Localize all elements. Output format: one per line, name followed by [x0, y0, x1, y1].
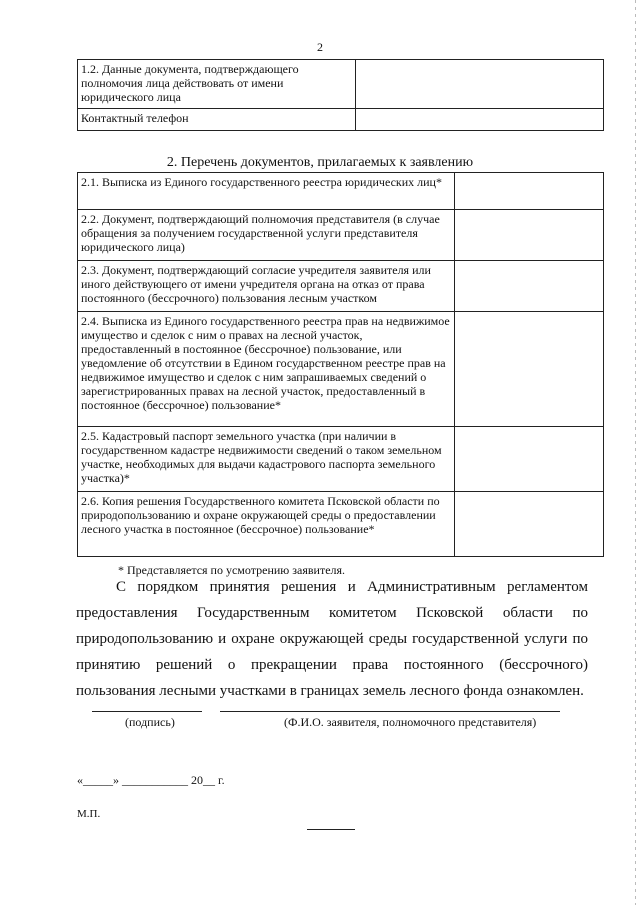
row-label: 2.1. Выписка из Единого государственного реестра юридических лиц*: [78, 173, 455, 210]
page-number: 2: [317, 40, 323, 54]
documents-table: [77, 172, 604, 557]
table-row: [78, 173, 604, 210]
table-row: [78, 312, 604, 427]
row-value-field[interactable]: [455, 492, 604, 557]
row-value-field[interactable]: [455, 312, 604, 427]
acknowledgement-statement: С порядком принятия решения и Административным регламентом предоставления Государственным комитетом Псковской области по природопользованию и охране окружающей среды государственной услуги по принятию решений о прекращении права постоянного (бессрочного) пользования лесными участками в границах земель лесного фонда ознакомлен.: [76, 579, 588, 699]
row-label: 2.5. Кадастровый паспорт земельного участка (при наличии в государственном кадастре недвижимости сведений о таком земельном участке, необходимых для выдачи кадастрового паспорта земельного участка)*: [78, 427, 455, 492]
row-label: 2.6. Копия решения Государственного комитета Псковской области по природопользованию и охране окружающей среды о предоставлении лесного участка в постоянное (бессрочное) пользование*: [78, 492, 455, 557]
signature-caption: (подпись): [125, 715, 175, 729]
row-label: Контактный телефон: [78, 109, 356, 131]
row-value-field[interactable]: [356, 60, 604, 109]
applicant-table: [77, 59, 604, 131]
table-row: [78, 109, 604, 131]
end-line: [307, 829, 355, 830]
name-line[interactable]: [220, 711, 560, 712]
row-value-field[interactable]: [455, 261, 604, 312]
table-row: [78, 261, 604, 312]
row-label: 2.2. Документ, подтверждающий полномочия представителя (в случае обращения за получением государственной услуги представителя юридического лица): [78, 210, 455, 261]
table-row: [78, 427, 604, 492]
row-label: 2.4. Выписка из Единого государственного реестра прав на недвижимое имущество и сделок с ним о правах на лесной участок, предоставленный в постоянное (бессрочное) пользование, или уведомление об отсутствии в Едином государственном реестре прав на недвижимое имущество и сделок с ним запрашиваемых сведений о зарегистрированных правах на лесной участок, предоставленный в постоянное (бессрочное) пользование*: [78, 312, 455, 427]
row-value-field[interactable]: [455, 210, 604, 261]
row-label: 2.3. Документ, подтверждающий согласие учредителя заявителя или иного действующего от имени учредителя органа на отказ от права постоянного (бессрочного) пользования лесным участком: [78, 261, 455, 312]
table-row: [78, 210, 604, 261]
footnote: * Представляется по усмотрению заявителя.: [118, 563, 346, 577]
stamp-label: М.П.: [77, 808, 101, 820]
table-row: [78, 60, 604, 109]
row-value-field[interactable]: [356, 109, 604, 131]
row-value-field[interactable]: [455, 427, 604, 492]
table-row: [78, 492, 604, 557]
row-value-field[interactable]: [455, 173, 604, 210]
section-title: 2. Перечень документов, прилагаемых к заявлению: [166, 155, 474, 170]
date-line: «_____» ___________ 20__ г.: [77, 773, 225, 787]
scan-edge: [635, 0, 636, 905]
name-caption: (Ф.И.О. заявителя, полномочного представителя): [284, 715, 537, 729]
row-label: 1.2. Данные документа, подтверждающего полномочия лица действовать от имени юридического лица: [78, 60, 356, 109]
signature-line[interactable]: [92, 711, 202, 712]
